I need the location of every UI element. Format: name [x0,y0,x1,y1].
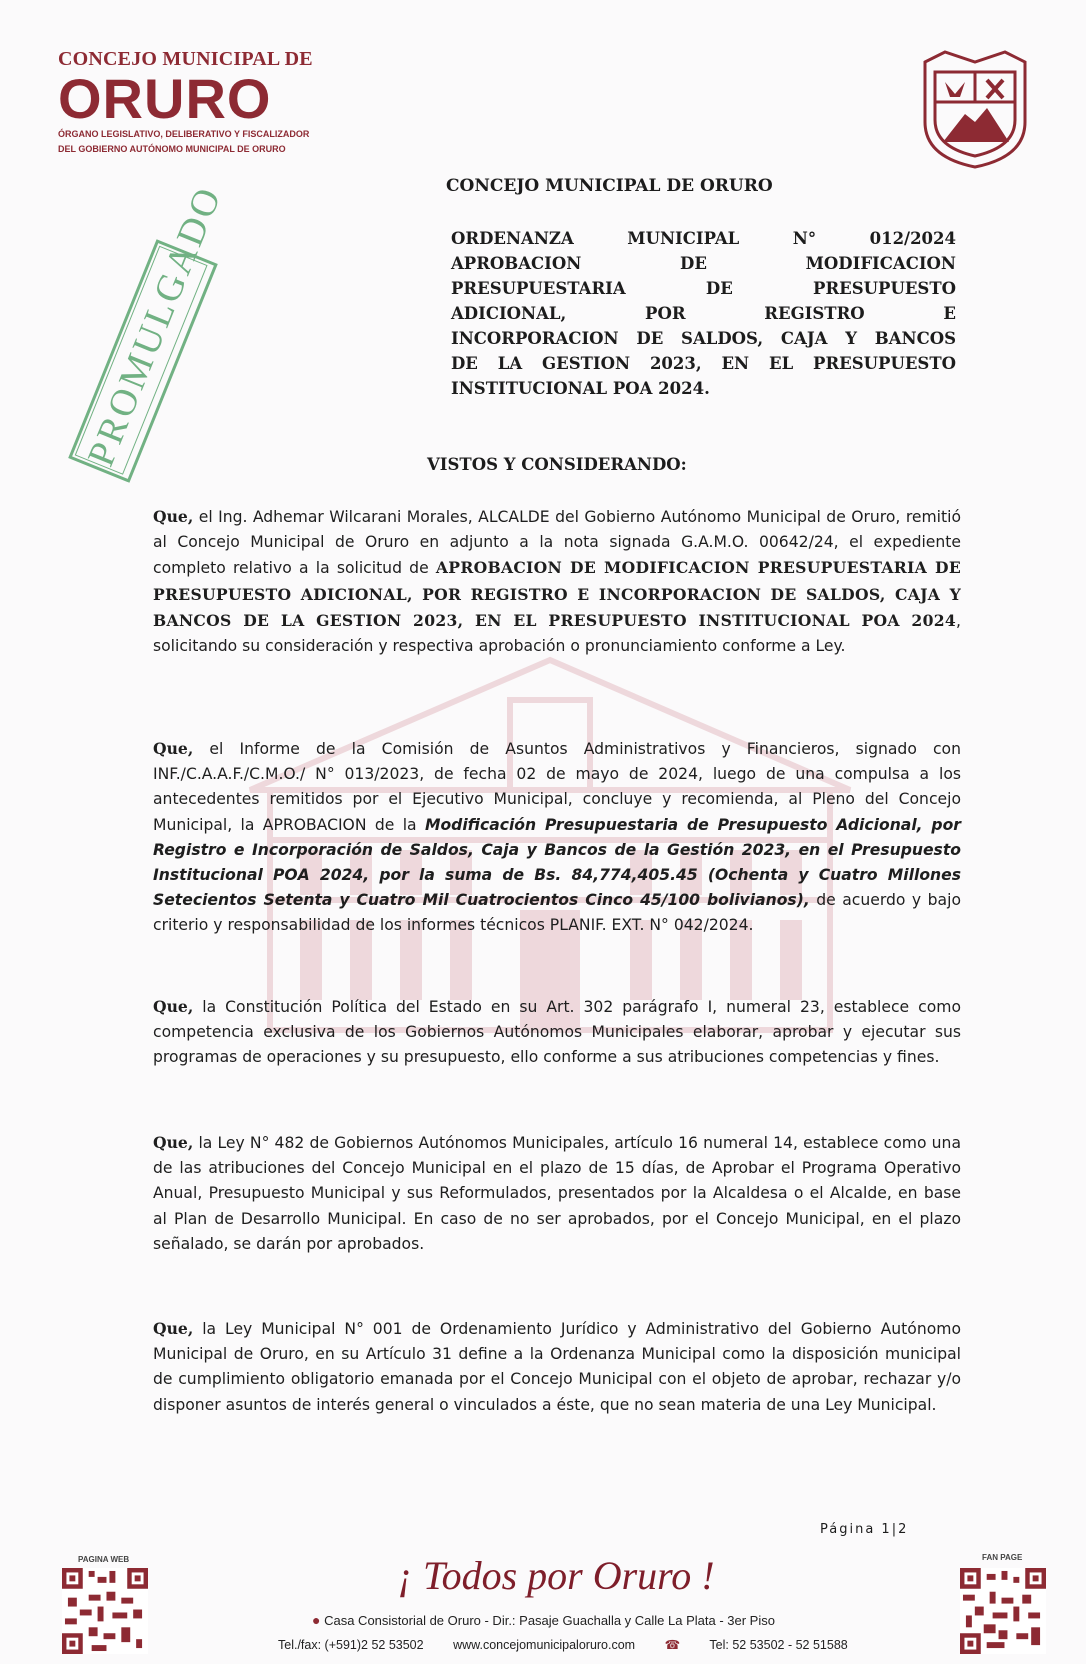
page-number: Página 1|2 [820,1522,909,1537]
ordinance-title-line: INCORPORACION DE SALDOS, CAJA Y BANCOS [451,329,956,348]
qr-label-fanpage: FAN PAGE [982,1553,1023,1562]
section-heading: VISTOS Y CONSIDERANDO: [427,455,687,474]
footer-contacts [278,1637,874,1652]
municipal-crest-icon [915,42,1035,172]
logo-main-text: ORURO [58,67,272,130]
considerando-paragraph-1: Que, el Ing. Adhemar Wilcarani Morales, ALCALDE del Gobierno Autónomo Municipal de Oruro, remitió al Concejo Municipal de Oruro en adjunto a la nota signada G.A.M.O. 00642/24, el expediente completo relativo a la solicitud de APROBACION DE MODIFICACION PRESUPUESTARIA DE PRESUPUESTO ADICIONAL, POR REGISTRO E INCORPORACION DE SALDOS, CAJA Y BANCOS DE LA GESTION 2023, EN EL PRESUPUESTO INSTITUCIONAL POA 2024, solicitando su consideración y respectiva aprobación o pronunciamiento conforme a Ley. [153,507,962,656]
council-heading: CONCEJO MUNICIPAL DE ORURO [446,176,773,196]
footer-address: ● Casa Consistorial de Oruro - Dir.: Pasaje Guachalla y Calle La Plata - 3er Piso [312,1612,775,1628]
considerando-paragraph-5: Que, la Ley Municipal N° 001 de Ordenamiento Jurídico y Administrativo del Gobierno Autónomo Municipal de Oruro, en su Artículo 31 define a la Ordenanza Municipal como la disposición municipal de cumplimiento obligatorio emanada por el Concejo Municipal con el objeto de aprobar, rechazar y/o disponer asuntos de interés general o vinculados a éste, que no sean materia de una Ley Municipal. [153,1319,961,1414]
qr-code-icon[interactable] [62,1568,148,1654]
ordinance-title-line: ADICIONAL, POR REGISTRO E [451,304,956,323]
footer-phone: Tel: 52 53502 - 52 51588 [709,1638,848,1652]
ordinance-title [451,226,956,401]
ordinance-title-line: ORDENANZA MUNICIPAL N° 012/2024 [451,229,956,248]
ordinance-title-line: APROBACION DE MODIFICACION [451,254,956,273]
qr-label-web: PAGINA WEB [78,1555,130,1564]
considerando-paragraph-3: Que, la Constitución Política del Estado en su Art. 302 parágrafo I, numeral 23, establece como competencia exclusiva de los Gobiernos Autónomos Municipales elaborar, aprobar y ejecutar sus programas de operaciones y su presupuesto, ello conforme a sus atribuciones competencias y fines. [153,997,961,1067]
phone-icon: ☎ [664,1638,681,1652]
logo-subtitle-1: ÓRGANO LEGISLATIVO, DELIBERATIVO Y FISCALIZADOR [58,129,310,139]
council-logo [58,48,313,155]
footer-telfax: Tel./fax: (+591)2 52 53502 [278,1638,424,1652]
ordinance-title-line: INSTITUCIONAL POA 2024. [451,379,710,398]
promulgado-stamp: PROMULGADO [68,239,218,483]
ordinance-title-line: DE LA GESTION 2023, EN EL PRESUPUESTO [451,354,956,373]
location-pin-icon: ● [312,1612,321,1628]
logo-top-text: CONCEJO MUNICIPAL DE [58,48,313,70]
footer-slogan: ¡ Todos por Oruro ! [397,1553,715,1598]
footer-website[interactable]: www.concejomunicipaloruro.com [453,1638,636,1652]
considerando-paragraph-2: Que, el Informe de la Comisión de Asuntos Administrativos y Financieros, signado con INF./C.A.A.F./C.M.O./ N° 013/2023, de fecha 02 de mayo de 2024, luego de una compulsa a los antecedentes remitidos por el Ejecutivo Municipal, concluye y recomienda, al Pleno del Concejo Municipal, la APROBACION de la Modificación Presupuestaria de Presupuesto Adicional, por Registro e Incorporación de Saldos, Caja y Bancos de la Gestión 2023, en el Presupuesto Institucional POA 2024, por la suma de Bs. 84,774,405.45 (Ochenta y Cuatro Millones Setecientos Setenta y Cuatro Mil Cuatrocientos Cinco 45/100 bolivianos), de acuerdo y bajo criterio y responsabilidad de los informes técnicos PLANIF. EXT. N° 042/2024. [153,739,961,935]
considerando-paragraph-4: Que, la Ley N° 482 de Gobiernos Autónomos Municipales, artículo 16 numeral 14, establece como una de las atribuciones del Concejo Municipal en el plazo de 15 días, de Aprobar el Programa Operativo Anual, Presupuesto Municipal y sus Reformulados, presentados por la Alcaldesa o el Alcalde, en base al Plan de Desarrollo Municipal. En caso de no ser aprobados, por el Concejo Municipal, en el plazo señalado, se darán por aprobados. [153,1133,961,1253]
qr-code-icon[interactable] [960,1568,1046,1654]
ordinance-title-line: PRESUPUESTARIA DE PRESUPUESTO [451,279,956,298]
logo-subtitle-2: DEL GOBIERNO AUTÓNOMO MUNICIPAL DE ORURO [58,144,286,154]
